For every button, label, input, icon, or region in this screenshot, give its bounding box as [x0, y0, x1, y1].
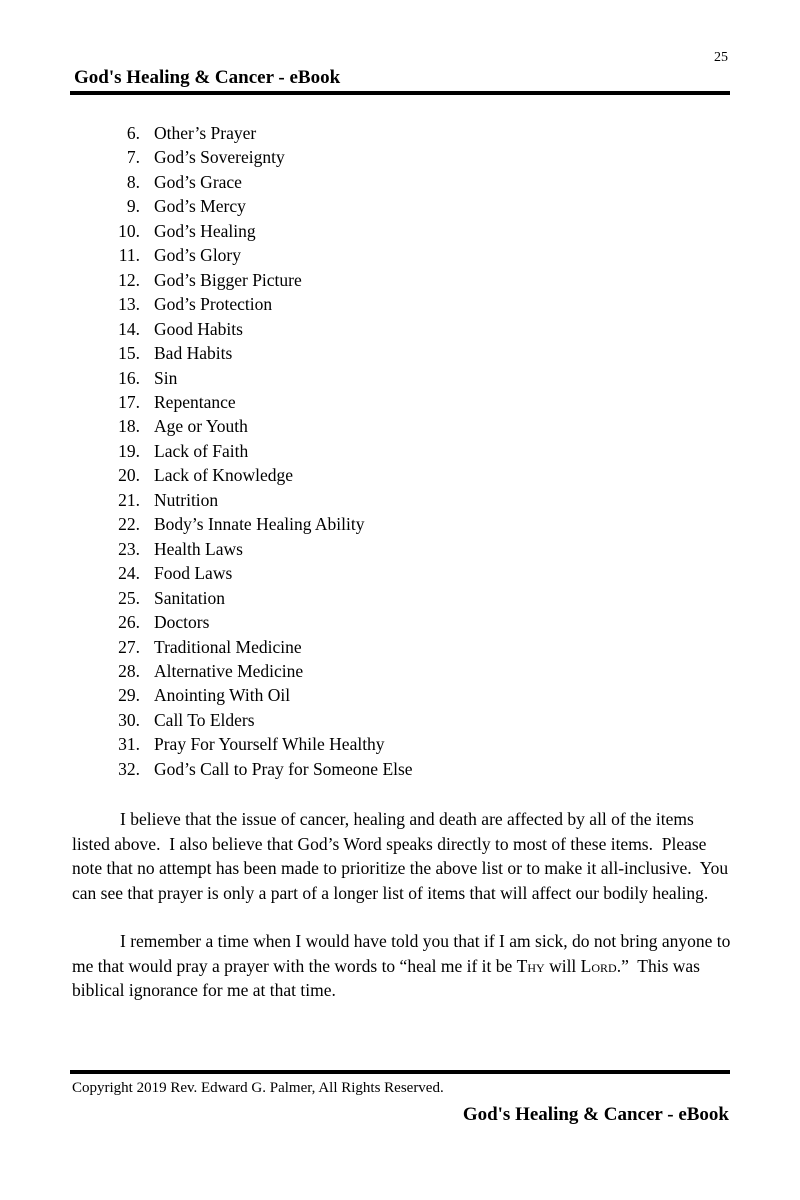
list-item-number: 22.: [118, 514, 140, 535]
list-item: [72, 317, 732, 341]
list-item-number: 32.: [118, 758, 140, 779]
list-item-label: Sin: [154, 367, 178, 388]
footer-rule: [70, 1070, 730, 1074]
list-item-number: 24.: [118, 563, 140, 584]
list-item-label: God’s Mercy: [154, 196, 246, 217]
ordered-list: [72, 121, 732, 781]
list-item: [72, 243, 732, 267]
list-item-label: Sanitation: [154, 587, 225, 608]
list-item-label: Anointing With Oil: [154, 685, 291, 706]
list-item: [72, 488, 732, 512]
list-item: [72, 537, 732, 561]
list-item-number: 29.: [118, 685, 140, 706]
list-item-label: Good Habits: [154, 318, 243, 339]
list-item-label: Other’s Prayer: [154, 123, 257, 143]
list-item: [72, 194, 732, 218]
page-body: [72, 121, 735, 1003]
list-item-number: 28.: [118, 660, 140, 681]
list-item: [72, 586, 732, 610]
list-item-number: 12.: [118, 269, 140, 290]
list-item: [72, 463, 732, 487]
list-item-number: 26.: [118, 612, 140, 633]
paragraph-remember-part2: will: [544, 955, 581, 976]
list-item-label: Bad Habits: [154, 343, 233, 364]
paragraph-remember: [72, 929, 735, 1003]
list-item: [72, 341, 732, 365]
list-item-number: 18.: [118, 416, 140, 437]
list-item-number: 27.: [118, 636, 140, 657]
list-item: [72, 366, 732, 390]
smallcaps-thy: Thy: [516, 955, 545, 976]
list-item: [72, 757, 732, 781]
list-item: [72, 219, 732, 243]
list-item-label: Traditional Medicine: [154, 636, 302, 657]
smallcaps-lord: Lord: [580, 955, 617, 976]
list-item-label: God’s Sovereignty: [154, 147, 285, 168]
list-item: [72, 561, 732, 585]
list-item: [72, 683, 732, 707]
list-item-number: 10.: [118, 220, 140, 241]
list-item-label: Nutrition: [154, 489, 219, 510]
list-item-number: 6.: [126, 123, 140, 143]
paragraph-remember-part3: .” This was biblical ignorance for me at that time.: [72, 955, 705, 1001]
list-item: [72, 145, 732, 169]
list-item-label: God’s Glory: [154, 245, 242, 266]
page-number: 25: [714, 50, 728, 65]
list-item-label: Body’s Innate Healing Ability: [154, 514, 365, 535]
list-item-label: God’s Bigger Picture: [154, 269, 302, 290]
list-item-label: God’s Call to Pray for Someone Else: [154, 758, 413, 779]
list-item: [72, 439, 732, 463]
list-item-number: 19.: [118, 440, 140, 461]
list-item-label: God’s Healing: [154, 220, 256, 241]
list-item: [72, 414, 732, 438]
list-item-number: 7.: [126, 147, 140, 168]
list-item: [72, 635, 732, 659]
list-item-label: Pray For Yourself While Healthy: [154, 734, 385, 755]
header-rule: [70, 91, 730, 95]
list-item-label: Alternative Medicine: [154, 660, 304, 681]
list-item-number: 25.: [118, 587, 140, 608]
list-item-number: 20.: [118, 465, 140, 486]
list-item: [72, 268, 732, 292]
list-item: [72, 390, 732, 414]
list-item: [72, 292, 732, 316]
list-item: [72, 512, 732, 536]
list-item-number: 16.: [118, 367, 140, 388]
list-item: [72, 732, 732, 756]
list-item-label: Lack of Knowledge: [154, 465, 293, 486]
list-item-number: 13.: [118, 294, 140, 315]
list-item-label: God’s Grace: [154, 171, 242, 192]
list-item-number: 30.: [118, 709, 140, 730]
list-item-label: Repentance: [154, 391, 236, 412]
paragraph-belief: I believe that the issue of cancer, healing and death are affected by all of the items listed above. I also believe that God’s Word speaks directly to most of these items. Please note that no attempt has been made to prioritize the above list or to make it all-inclusive. You can see that prayer is only a part of a longer list of items that will affect our bodily healing.: [72, 809, 733, 903]
list-item-number: 21.: [118, 489, 140, 510]
list-item-number: 9.: [126, 196, 140, 217]
list-item: [72, 708, 732, 732]
list-item-number: 31.: [118, 734, 140, 755]
list-item-number: 8.: [126, 171, 140, 192]
list-item-label: Health Laws: [154, 538, 243, 559]
copyright-line: Copyright 2019 Rev. Edward G. Palmer, All Rights Reserved.: [72, 1080, 444, 1096]
list-item-number: 15.: [118, 343, 140, 364]
list-item-number: 23.: [118, 538, 140, 559]
list-item-number: 17.: [118, 391, 140, 412]
header-title: God's Healing & Cancer - eBook: [74, 67, 341, 88]
list-item-number: 14.: [118, 318, 140, 339]
list-item: [72, 659, 732, 683]
footer-title: God's Healing & Cancer - eBook: [462, 1104, 729, 1125]
list-item: [72, 170, 732, 194]
list-item-label: Food Laws: [154, 563, 233, 584]
paragraph-remember-part1: I remember a time when I would have told you that if I am sick, do not bring anyone to me that would pray a prayer with the words to “heal me if it be: [72, 931, 735, 976]
list-item-label: God’s Protection: [154, 294, 273, 315]
list-item: [72, 121, 732, 145]
list-item-number: 11.: [118, 245, 140, 266]
list-item-label: Lack of Faith: [154, 440, 249, 461]
list-item: [72, 610, 732, 634]
list-item-label: Doctors: [154, 612, 210, 633]
list-item-label: Call To Elders: [154, 709, 255, 730]
list-item-label: Age or Youth: [154, 416, 248, 437]
